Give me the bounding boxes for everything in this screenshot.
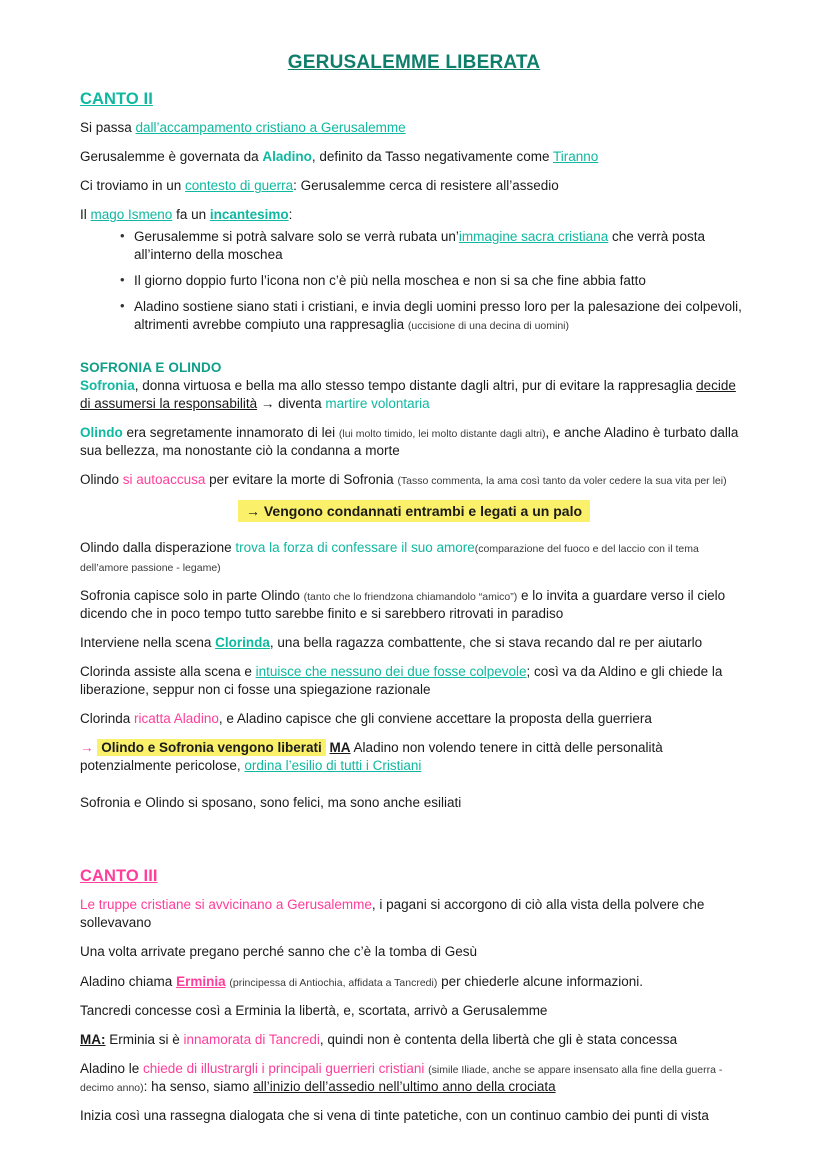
text-plain: Aladino non volendo tenere in città delle personalità potenzialmente pericolose,: [80, 740, 663, 774]
text-plain: , e Aladino capisce che gli conviene accettare la proposta della guerriera: [218, 711, 652, 727]
text-plain: Aladino sostiene siano stati i cristiani, e invia degli uomini presso loro per la palesazione dei colpevoli, altrimenti avrebbe compiuto una rappresaglia: [134, 299, 742, 333]
text-sofronia: Sofronia: [80, 378, 135, 394]
text-plain: per chiederle alcune informazioni.: [437, 973, 643, 989]
text-innamorata-tancredi: innamorata di Tancredi: [183, 1031, 320, 1047]
paragraph-canto2-4: [80, 206, 748, 224]
text-plain: Aladino chiama: [80, 973, 177, 989]
text-ricatta-aladino: ricatta Aladino: [134, 711, 219, 727]
callout-condanna: [80, 503, 748, 521]
paragraph-sofronia-5: [80, 587, 748, 623]
text-martire-volontaria: martire volontaria: [325, 396, 430, 412]
paragraph-sofronia-6: [80, 634, 748, 652]
text-annotation: (Tasso commenta, la ama così tanto da voler cedere la sua vita per lei): [397, 475, 727, 488]
paragraph-canto3-3: [80, 973, 748, 991]
paragraph-sofronia-8: [80, 710, 748, 728]
paragraph-canto2-2: [80, 148, 748, 166]
text-immagine-sacra: immagine sacra cristiana: [458, 229, 609, 245]
text-annotation: (uccisione di una decina di uomini): [407, 320, 569, 333]
text-ma-label: MA:: [80, 1031, 106, 1047]
text-liberati-highlight: Olindo e Sofronia vengono liberati: [97, 739, 326, 756]
list-incantesimo: [80, 228, 748, 334]
text-plain: Gerusalemme si potrà salvare solo se verrà rubata un’: [134, 229, 459, 245]
text-confessare-amore: trova la forza di confessare il suo amore: [235, 540, 475, 556]
heading-canto-2: CANTO II: [80, 90, 153, 108]
text-erminia: Erminia: [176, 973, 226, 989]
text-plain: Clorinda: [80, 711, 135, 727]
text-inizio-assedio: all’inizio dell’assedio nell’ultimo anno della crociata: [253, 1078, 556, 1094]
text-plain: , donna virtuosa e bella ma allo stesso tempo distante dagli altri, pur di evitare la rappresaglia: [134, 378, 697, 394]
paragraph-canto3-1: [80, 896, 748, 932]
paragraph-sofronia-10: Sofronia e Olindo si sposano, sono felici, ma sono anche esiliati: [80, 795, 462, 811]
paragraph-sofronia-4: [80, 539, 748, 575]
text-plain: ; così va da Aldino e gli chiede la liberazione, seppur non ci fosse una spiegazione razionale: [80, 663, 723, 697]
text-aladino: Aladino: [262, 149, 312, 165]
text-plain: Si passa: [80, 120, 136, 135]
paragraph-sofronia-3: [80, 471, 748, 489]
text-annotation: (tanto che lo friendzona chiamandolo “amico”): [303, 590, 518, 603]
text-plain: :: [288, 207, 293, 223]
list-item: [122, 228, 748, 264]
text-si-autoaccusa: si autoaccusa: [122, 472, 206, 488]
text-plain: , una bella ragazza combattente, che si stava recando dal re per aiutarlo: [269, 634, 703, 650]
text-plain: Aladino le: [80, 1060, 144, 1076]
text-highlight-link: dall’accampamento cristiano a Gerusalemme: [135, 120, 406, 135]
paragraph-sofronia-9: [80, 739, 748, 775]
paragraph-sofronia-1: [80, 377, 748, 413]
text-guerrieri-cristiani: chiede di illustrargli i principali guerrieri cristiani: [143, 1060, 425, 1076]
text-annotation: (simile Iliade, anche se appare insensato alla fine della guerra - decimo anno): [80, 1063, 723, 1094]
text-plain: per evitare la morte di Sofronia: [205, 472, 398, 488]
text-arrow: →: [80, 740, 98, 756]
text-responsabilita: decide di assumersi la responsabilità: [80, 378, 736, 412]
paragraph-sofronia-2: [80, 424, 748, 460]
text-ma: MA: [329, 740, 351, 756]
text-plain: Il giorno doppio furto l’icona non c’è più nella moschea e non si sa che fine abbia fatto: [134, 273, 646, 289]
text-esilio-cristiani: ordina l’esilio di tutti i Cristiani: [244, 758, 422, 774]
list-item: [122, 272, 748, 290]
text-plain: Gerusalemme è governata da: [80, 149, 263, 165]
text-plain: Sofronia capisce solo in parte Olindo: [80, 587, 304, 603]
text-plain: fa un: [172, 207, 210, 223]
text-plain: , definito da Tasso negativamente come: [311, 149, 554, 165]
text-annotation: (principessa di Antiochia, affidata a Tancredi): [229, 976, 438, 989]
text-clorinda: Clorinda: [215, 634, 270, 650]
text-plain: e lo invita a guardare verso il cielo dicendo che in poco tempo tutto sarebbe finito e si sarebbero ritrovati in paradiso: [80, 587, 726, 621]
text-plain: era segretamente innamorato di lei: [122, 425, 339, 441]
text-olindo: Olindo: [80, 425, 123, 441]
callout-text: → Vengono condannati entrambi e legati a un palo: [238, 500, 590, 522]
text-plain: Clorinda assiste alla scena e: [80, 663, 256, 679]
text-nessuno-colpevole: intuisce che nessuno dei due fosse colpevole: [255, 663, 527, 679]
text-annotation: (comparazione del fuoco e del laccio con il tema dell’amore passione - legame): [80, 543, 699, 574]
paragraph-canto2-1: [80, 119, 748, 137]
text-plain: , quindi non è contenta della libertà che gli è stata concessa: [319, 1031, 678, 1047]
text-tiranno: Tiranno: [553, 149, 599, 165]
text-contesto-guerra: contesto di guerra: [185, 178, 294, 194]
paragraph-canto3-2: Una volta arrivate pregano perché sanno che c’è la tomba di Gesù: [80, 944, 477, 960]
text-plain: : Gerusalemme cerca di resistere all’assedio: [293, 178, 559, 194]
text-incantesimo: incantesimo: [209, 207, 289, 223]
text-plain: , i pagani si accorgono di ciò alla vista della polvere che sollevavano: [80, 897, 705, 931]
text-annotation: (lui molto timido, lei molto distante dagli altri): [338, 428, 546, 441]
paragraph-sofronia-7: [80, 663, 748, 699]
text-plain: che verrà posta all’interno della moschea: [134, 229, 706, 263]
text-plain: Ci troviamo in un: [80, 178, 186, 194]
text-plain: Olindo: [80, 472, 123, 488]
text-plain: Olindo dalla disperazione: [80, 540, 236, 556]
document-title: GERUSALEMME LIBERATA: [287, 52, 541, 73]
text-truppe-cristiane: Le truppe cristiane si avvicinano a Gerusalemme: [80, 897, 372, 913]
list-item: [122, 298, 748, 334]
paragraph-canto3-6: [80, 1060, 748, 1096]
text-plain: : ha senso, siamo: [143, 1078, 254, 1094]
paragraph-canto3-4: Tancredi concesse così a Erminia la libertà, e, scortata, arrivò a Gerusalemme: [80, 1002, 548, 1018]
text-plain: Erminia si è: [105, 1031, 184, 1047]
paragraph-canto3-5: [80, 1031, 748, 1049]
text-mago-ismeno: mago Ismeno: [90, 207, 173, 223]
text-plain: , e anche Aladino è turbato dalla sua bellezza, ma nonostante ciò la condanna a morte: [80, 425, 739, 459]
text-plain: Il: [80, 207, 91, 223]
text-plain: Interviene nella scena: [80, 634, 216, 650]
heading-sofronia-olindo: SOFRONIA E OLINDO: [80, 360, 222, 376]
paragraph-canto3-7: Inizia così una rassegna dialogata che si vena di tinte patetiche, con un continuo cambio dei punti di vista: [80, 1107, 709, 1123]
text-plain: → diventa: [257, 396, 326, 412]
heading-canto-3: CANTO III: [80, 867, 158, 886]
paragraph-canto2-3: [80, 177, 748, 195]
